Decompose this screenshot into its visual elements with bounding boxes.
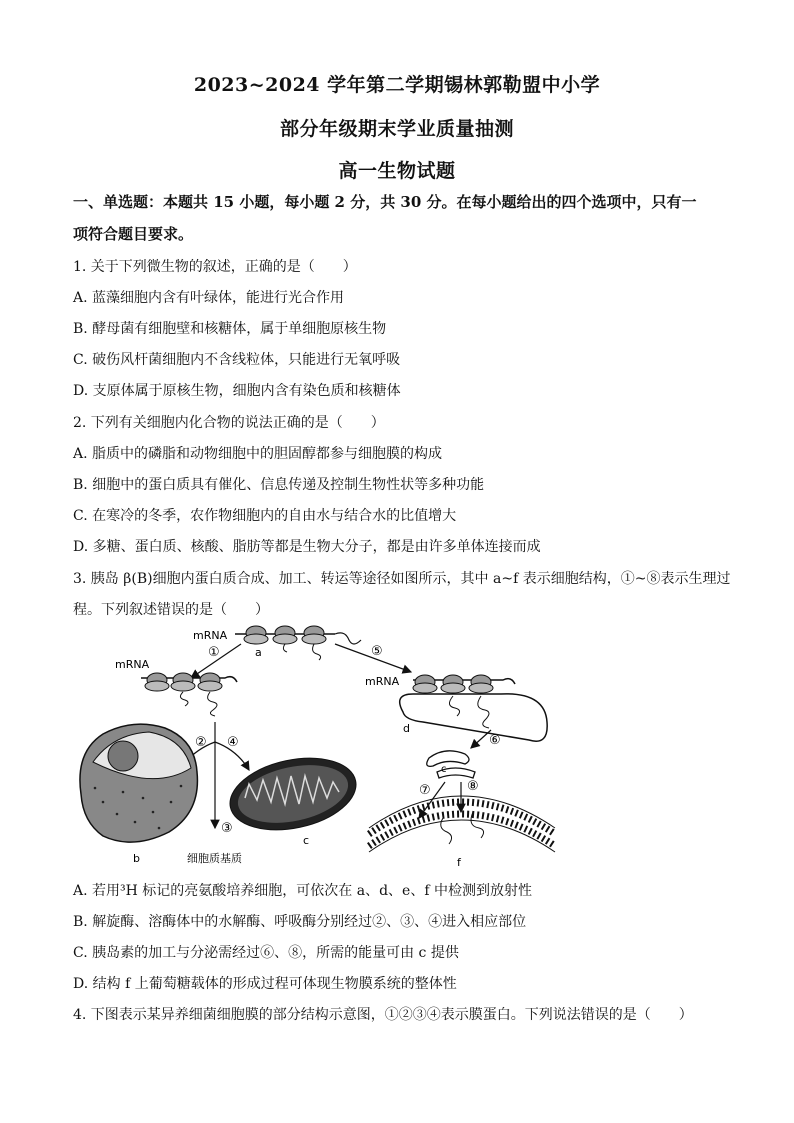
exam-title-line2: 部分年级期末学业质量抽测 bbox=[279, 118, 514, 140]
process-7: ⑦ bbox=[419, 783, 431, 798]
process-1: ① bbox=[208, 645, 220, 660]
label-mrna-right: mRNA bbox=[365, 675, 400, 688]
question-3-option-d: D. 结构 f 上葡萄糖载体的形成过程可体现生物膜系统的整体性 bbox=[73, 976, 457, 992]
label-e: c bbox=[441, 764, 447, 775]
question-3-stem: 3. 胰岛 β(B)细胞内蛋白质合成、加工、转运等途径如图所示，其中 a~f 表示细胞结构，①~⑧表示生理过 bbox=[73, 571, 731, 587]
question-1-option-a: A. 蓝藻细胞内含有叶绿体，能进行光合作用 bbox=[73, 290, 345, 306]
exam-title-line3: 高一生物试题 bbox=[338, 160, 456, 182]
process-5: ⑤ bbox=[371, 644, 383, 659]
question-2-option-a: A. 脂质中的磷脂和动物细胞中的胆固醇都参与细胞膜的构成 bbox=[73, 446, 443, 462]
rough-er-d bbox=[400, 694, 548, 741]
free-ribosome-3 bbox=[198, 673, 222, 691]
process-3: ③ bbox=[221, 821, 233, 836]
question-1-stem: 1. 关于下列微生物的叙述，正确的是（ ） bbox=[73, 259, 357, 275]
ribosome-a-2 bbox=[273, 626, 297, 644]
process-2: ② bbox=[195, 735, 207, 750]
question-3-option-b: B. 解旋酶、溶酶体中的水解酶、呼吸酶分别经过②、③、④进入相应部位 bbox=[73, 914, 527, 930]
question-2-option-d: D. 多糖、蛋白质、核酸、脂肪等都是生物大分子，都是由许多单体连接而成 bbox=[73, 539, 541, 555]
label-c: c bbox=[303, 834, 310, 847]
ribosome-a-1 bbox=[244, 626, 268, 644]
er-ribosome-3 bbox=[469, 675, 493, 693]
question-3-stem-cont: 程。下列叙述错误的是（ ） bbox=[73, 602, 269, 618]
question-3-option-c: C. 胰岛素的加工与分泌需经过⑥、⑧，所需的能量可由 c 提供 bbox=[73, 945, 459, 961]
question-2-option-c: C. 在寒冷的冬季，农作物细胞内的自由水与结合水的比值增大 bbox=[73, 508, 457, 524]
label-d: d bbox=[403, 722, 410, 735]
section-heading-cont: 项符合题目要求。 bbox=[73, 225, 194, 243]
er-ribosome-1 bbox=[413, 675, 437, 693]
label-a: a bbox=[255, 646, 262, 659]
free-ribosome-2 bbox=[171, 673, 195, 691]
question-1-option-d: D. 支原体属于原核生物，细胞内含有染色质和核糖体 bbox=[73, 383, 401, 399]
nucleus-b bbox=[80, 724, 198, 842]
golgi-e bbox=[427, 751, 475, 778]
free-ribosome-1 bbox=[145, 673, 169, 691]
question-3-option-a: A. 若用³H 标记的亮氨酸培养细胞，可依次在 a、d、e、f 中检测到放射性 bbox=[73, 883, 532, 899]
ribosome-a-3 bbox=[302, 626, 326, 644]
cell-membrane-f bbox=[369, 796, 555, 852]
label-mrna-left: mRNA bbox=[115, 658, 150, 671]
question-4-stem: 4. 下图表示某异养细菌细胞膜的部分结构示意图，①②③④表示膜蛋白。下列说法错误的是（ ） bbox=[73, 1007, 693, 1023]
process-6: ⑥ bbox=[489, 733, 501, 748]
question-2-stem: 2. 下列有关细胞内化合物的说法正确的是（ ） bbox=[73, 415, 385, 431]
protein-pathway-figure bbox=[73, 622, 633, 870]
label-b: b bbox=[133, 852, 140, 865]
section-heading: 一、单选题：本题共 15 小题，每小题 2 分，共 30 分。在每小题给出的四个选项中，只有一 bbox=[73, 193, 697, 211]
mitochondrion-c bbox=[223, 747, 362, 840]
exam-title-line1: 2023~2024 学年第二学期锡林郭勒盟中小学 bbox=[193, 74, 601, 96]
label-mrna-top: mRNA bbox=[193, 629, 228, 642]
question-1-option-c: C. 破伤风杆菌细胞内不含线粒体，只能进行无氧呼吸 bbox=[73, 352, 401, 368]
process-8: ⑧ bbox=[467, 779, 479, 794]
er-ribosome-2 bbox=[441, 675, 465, 693]
question-2-option-b: B. 细胞中的蛋白质具有催化、信息传递及控制生物性状等多种功能 bbox=[73, 477, 485, 493]
process-4: ④ bbox=[227, 735, 239, 750]
label-cytosol: 细胞质基质 bbox=[187, 852, 242, 865]
question-1-option-b: B. 酵母菌有细胞壁和核糖体，属于单细胞原核生物 bbox=[73, 321, 387, 337]
label-f: f bbox=[457, 856, 461, 869]
